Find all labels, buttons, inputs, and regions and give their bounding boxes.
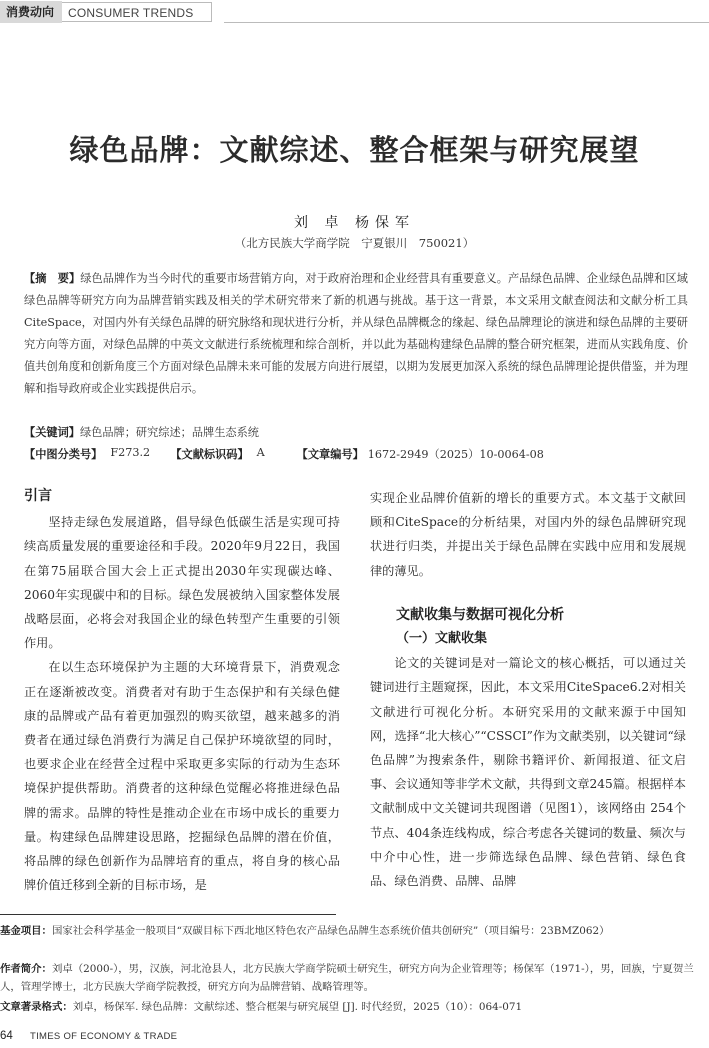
authors: 刘 卓 杨保军 [294,215,415,231]
article-title: 绿色品牌：文献综述、整合框架与研究展望 [69,133,640,167]
right-paragraph-0: 实现企业品牌价值新的增长的重要方式。本文基于文献回顾和CiteSpace的分析结果，对国内外的绿色品牌研究现状进行归类，并提出关于绿色品牌在实践中应用和发展规律的薄见。 [370,491,686,578]
fund-label: 基金项目： [0,925,52,937]
fund-text: 国家社会科学基金一般项目“双碳目标下西北地区特色农产品绿色品牌生态系统价值共创研究”（项目编号：23BMZ062） [51,925,610,937]
page-number: 64 [0,1030,13,1042]
intro-paragraph-1: 坚持走绿色发展道路，倡导绿色低碳生活是实现可持续高质量发展的重要途径和手段。2020年9月22日，我国在第75届联合国大会上正式提出2030年实现碳达峰、2060年实现碳中和的目标。绿色发展被纳入国家整体发展战略层面，必将会对我国企业的绿色转型产生重要的引领作用。 [24,515,340,651]
author-text: 刘卓（2000-），男，汉族，河北沧县人，北方民族大学商学院硕士研究生，研究方向为企业管理等；杨保军（1971-），男，回族，宁夏贺兰人，管理学博士，北方民族大学商学院教授，研究方向为品牌营销、战略管理等。 [0,963,694,993]
citation-text: 刘卓，杨保军. 绿色品牌：文献综述、整合框架与研究展望 [J]. 时代经贸，2025（10）：064-071 [72,1001,523,1013]
keywords [24,424,259,440]
section-heading: 文献收集与数据可视化分析 [396,606,564,623]
journal-name: TIMES OF ECONOMY & TRADE [30,1031,178,1042]
intro-heading: 引言 [24,488,52,504]
doc-id-value: A [256,446,265,459]
header-rule [224,22,709,23]
footnote-fund [0,922,700,940]
abstract [24,268,688,400]
keywords-label: 【关键词】 [24,426,80,439]
abstract-text: 绿色品牌作为当今时代的重要市场营销方向，对于政府治理和企业经营具有重要意义。产品绿色品牌、企业绿色品牌和区域绿色品牌等研究方向为品牌营销实践及相关的学术研究带来了新的机遇与挑战。基于这一背景，本文采用文献查阅法和文献分析工具CiteSpace，对国内外有关绿色品牌的研究脉络和现状进行分析，并从绿色品牌概念的缘起、绿色品牌理论的演进和绿色品牌的主要研究方向等方面，对绿色品牌的中英文文献进行系统梳理和综合剖析，并以此为基础构建绿色品牌的整合研究框架，进而从实践角度、价值共创角度和创新角度三个方面对绿色品牌未来可能的发展方向进行展望，以期为发展更加深入系统的绿色品牌理论提供借鉴，并为理解和指导政府或企业实践提供启示。 [24,272,688,395]
footnote-rule [0,914,336,915]
footnote-author [0,960,700,996]
doc-id-label: 【文献标识码】 [170,448,249,461]
footnote-citation [0,998,700,1016]
article-no-label: 【文章编号】 [296,448,364,461]
classification-line [24,446,544,462]
clc-label: 【中图分类号】 [24,448,103,461]
citation-label: 文章著录格式： [0,1001,73,1013]
subsection-heading: （一）文献收集 [396,631,488,647]
right-column [370,486,686,893]
abstract-label: 【摘 要】 [24,272,81,285]
clc-value: F273.2 [110,446,151,459]
left-column [24,484,340,897]
intro-paragraph-2: 在以生态环境保护为主题的大环境背景下，消费观念正在逐渐被改变。消费者对有助于生态保护和有关绿色健康的品牌或产品有着更加强烈的购买欲望，越来越多的消费者在通过绿色消费行为满足自己保护环境欲望的同时，也要求企业在经营全过程中采取更多实际的行动为生态环境保护提供帮助。消费者的这种绿色觉醒必将推进绿色品牌的需求。品牌的特性是推动企业在市场中成长的重要力量。构建绿色品牌建设思路，挖掘绿色品牌的潜在价值，将品牌的绿色创新作为品牌培育的重点，将自身的核心品牌价值迁移到全新的目标市场，是 [24,660,340,893]
section-header [0,0,212,24]
affiliation: （北方民族大学商学院 宁夏银川 750021） [234,236,475,250]
right-paragraph-1: 论文的关键词是对一篇论文的核心概括，可以通过关键词进行主题窥探，因此，本文采用CiteSpace6.2对相关文献进行可视化分析。本研究采用的文献来源于中国知网，选择“北大核心”“CSSCI”作为文献类别，以关键词“绿色品牌”为搜索条件，剔除书籍评价、新闻报道、征文启事、会议通知等非学术文献，共得到文章245篇。根据样本文献制成中文关键词共现图谱（见图1），该网络由 254个节点、404条连线构成，综合考虑各关键词的数量、频次与中介中心性，进一步筛选绿色品牌、绿色营销、绿色食品、绿色消费、品牌、品牌 [370,656,686,889]
keywords-text: 绿色品牌；研究综述；品牌生态系统 [79,426,259,439]
author-label: 作者简介： [0,963,52,975]
section-label-en: CONSUMER TRENDS [62,2,212,22]
section-label-cn: 消费动向 [0,1,62,23]
article-no-value: 1672-2949（2025）10-0064-08 [367,448,544,461]
